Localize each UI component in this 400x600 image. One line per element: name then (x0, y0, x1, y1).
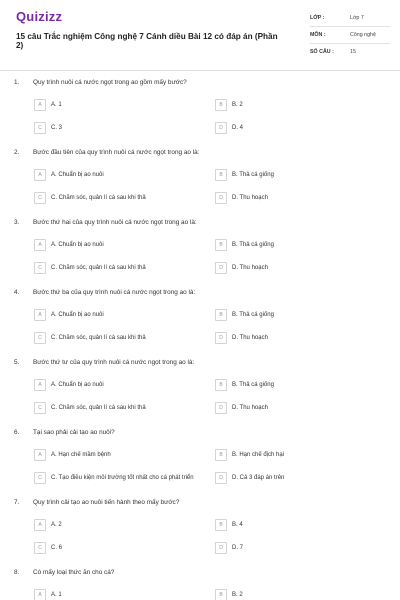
question-line (14, 79, 390, 86)
option-d[interactable] (215, 332, 268, 344)
option-c[interactable] (34, 402, 146, 414)
option-text: A. 1 (51, 102, 62, 108)
question-text: Quy trình cải tạo ao nuôi tiến hành theo mấy bước? (33, 499, 180, 506)
option-letter-box: B (215, 379, 227, 391)
option-a[interactable] (34, 169, 104, 181)
option-letter-box: D (215, 262, 227, 274)
question-item (0, 70, 400, 140)
question-item (0, 280, 400, 350)
meta-label: SỐ CÂU : (310, 49, 334, 55)
question-number: 1. (14, 79, 20, 86)
option-d[interactable] (215, 542, 243, 554)
question-item (0, 490, 400, 560)
option-text: B. Thả cá giống (232, 242, 274, 248)
question-number: 5. (14, 359, 20, 366)
option-c[interactable] (34, 122, 62, 134)
option-letter-box: D (215, 332, 227, 344)
option-letter-box: B (215, 239, 227, 251)
option-b[interactable] (215, 99, 243, 111)
option-letter-box: A (34, 519, 46, 531)
option-text: B. Thả cá giống (232, 312, 274, 318)
option-c[interactable] (34, 542, 62, 554)
meta-row-count (310, 44, 390, 60)
option-text: D. 4 (232, 125, 244, 131)
question-item (0, 560, 400, 600)
option-d[interactable] (215, 262, 268, 274)
question-list (0, 70, 400, 600)
option-text: A. Hạn chế mầm bệnh (51, 452, 111, 458)
question-text: Có mấy loại thức ăn cho cá? (33, 569, 115, 576)
option-text: B. Hạn chế địch hại (232, 452, 285, 458)
option-b[interactable] (215, 169, 274, 181)
option-letter-box: B (215, 309, 227, 321)
option-letter-box: A (34, 239, 46, 251)
option-text: B. Thả cá giống (232, 382, 274, 388)
option-letter-box: A (34, 589, 46, 600)
option-text: B. Thả cá giống (232, 172, 274, 178)
question-text: Bước thứ tư của quy trình nuôi cá nước ngọt trong ao là: (33, 359, 195, 366)
question-line (14, 289, 390, 296)
option-text: C. Chăm sóc, quản lí cá sau khi thả (51, 335, 146, 341)
option-text: C. 6 (51, 545, 63, 551)
option-a[interactable] (34, 99, 62, 111)
option-d[interactable] (215, 402, 268, 414)
option-a[interactable] (34, 309, 104, 321)
option-letter-box: A (34, 379, 46, 391)
option-b[interactable] (215, 449, 284, 461)
meta-row-subject (310, 27, 390, 44)
question-text: Bước thứ ba của quy trình nuôi cá nước ngọt trong ao là: (33, 289, 196, 296)
question-number: 8. (14, 569, 20, 576)
question-number: 3. (14, 219, 20, 226)
option-text: B. 2 (232, 592, 243, 598)
question-text: Quy trình nuôi cá nước ngọt trong ao gồm mấy bước? (33, 79, 187, 86)
option-letter-box: A (34, 169, 46, 181)
question-item (0, 210, 400, 280)
option-b[interactable] (215, 309, 274, 321)
option-letter-box: C (34, 262, 46, 274)
option-text: A. Chuẩn bị ao nuôi (51, 382, 104, 388)
option-text: D. Thu hoạch (232, 265, 268, 271)
option-text: A. 2 (51, 522, 62, 528)
option-text: C. Chăm sóc, quản lí cá sau khi thả (51, 405, 146, 411)
option-text: A. Chuẩn bị ao nuôi (51, 312, 104, 318)
option-a[interactable] (34, 519, 62, 531)
option-b[interactable] (215, 239, 274, 251)
option-letter-box: D (215, 192, 227, 204)
meta-value: Lớp 7 (350, 15, 364, 21)
meta-value: 15 (350, 49, 356, 55)
meta-value: Công nghệ (350, 32, 376, 38)
option-a[interactable] (34, 239, 104, 251)
meta-label: LỚP : (310, 15, 325, 21)
question-line (14, 359, 390, 366)
option-letter-box: D (215, 542, 227, 554)
option-text: A. Chuẩn bị ao nuôi (51, 172, 104, 178)
option-c[interactable] (34, 262, 146, 274)
option-c[interactable] (34, 472, 194, 484)
meta-table (310, 10, 390, 60)
option-letter-box: C (34, 542, 46, 554)
option-b[interactable] (215, 519, 243, 531)
option-letter-box: C (34, 332, 46, 344)
question-line (14, 149, 390, 156)
option-text: B. 4 (232, 522, 243, 528)
option-text: A. Chuẩn bị ao nuôi (51, 242, 104, 248)
option-text: D. Thu hoạch (232, 405, 268, 411)
question-number: 4. (14, 289, 20, 296)
question-line (14, 429, 390, 436)
option-c[interactable] (34, 332, 146, 344)
page-title: 15 câu Trắc nghiệm Công nghệ 7 Cánh diều Bài 12 có đáp án (Phần 2) (16, 32, 278, 50)
question-number: 2. (14, 149, 20, 156)
option-b[interactable] (215, 589, 243, 600)
option-text: C. Tạo điều kiện môi trường tốt nhất cho cá phát triển (51, 475, 194, 481)
option-letter-box: D (215, 122, 227, 134)
question-number: 6. (14, 429, 20, 436)
option-letter-box: D (215, 402, 227, 414)
question-text: Bước đầu tiên của quy trình nuôi cá nước ngọt trong ao là: (33, 149, 200, 156)
option-letter-box: D (215, 472, 227, 484)
option-a[interactable] (34, 379, 104, 391)
question-item (0, 140, 400, 210)
meta-label: MÔN : (310, 32, 326, 38)
option-a[interactable] (34, 589, 62, 600)
option-letter-box: C (34, 122, 46, 134)
option-a[interactable] (34, 449, 111, 461)
option-letter-box: A (34, 449, 46, 461)
option-text: D. 7 (232, 545, 244, 551)
option-letter-box: B (215, 99, 227, 111)
option-text: B. 2 (232, 102, 243, 108)
option-d[interactable] (215, 122, 243, 134)
option-letter-box: C (34, 472, 46, 484)
option-letter-box: C (34, 192, 46, 204)
option-letter-box: C (34, 402, 46, 414)
option-text: D. Cả 3 đáp án trên (232, 475, 285, 481)
option-text: C. 3 (51, 125, 63, 131)
option-d[interactable] (215, 472, 284, 484)
option-letter-box: B (215, 589, 227, 600)
meta-row-grade (310, 10, 390, 27)
question-line (14, 219, 390, 226)
question-number: 7. (14, 499, 20, 506)
question-text: Tại sao phải cải tạo ao nuôi? (33, 429, 115, 436)
worksheet-header (0, 0, 400, 71)
quizizz-logo[interactable]: Quizizz (16, 9, 63, 24)
option-d[interactable] (215, 192, 268, 204)
question-line (14, 569, 390, 576)
option-text: C. Chăm sóc, quản lí cá sau khi thả (51, 195, 146, 201)
question-item (0, 420, 400, 490)
option-text: D. Thu hoạch (232, 335, 268, 341)
option-letter-box: B (215, 519, 227, 531)
option-text: A. 1 (51, 592, 62, 598)
question-text: Bước thứ hai của quy trình nuôi cá nước ngọt trong ao là: (33, 219, 197, 226)
option-letter-box: B (215, 169, 227, 181)
option-letter-box: A (34, 309, 46, 321)
option-letter-box: A (34, 99, 46, 111)
option-letter-box: B (215, 449, 227, 461)
option-c[interactable] (34, 192, 146, 204)
question-line (14, 499, 390, 506)
option-text: C. Chăm sóc, quản lí cá sau khi thả (51, 265, 146, 271)
option-text: D. Thu hoạch (232, 195, 268, 201)
question-item (0, 350, 400, 420)
option-b[interactable] (215, 379, 274, 391)
